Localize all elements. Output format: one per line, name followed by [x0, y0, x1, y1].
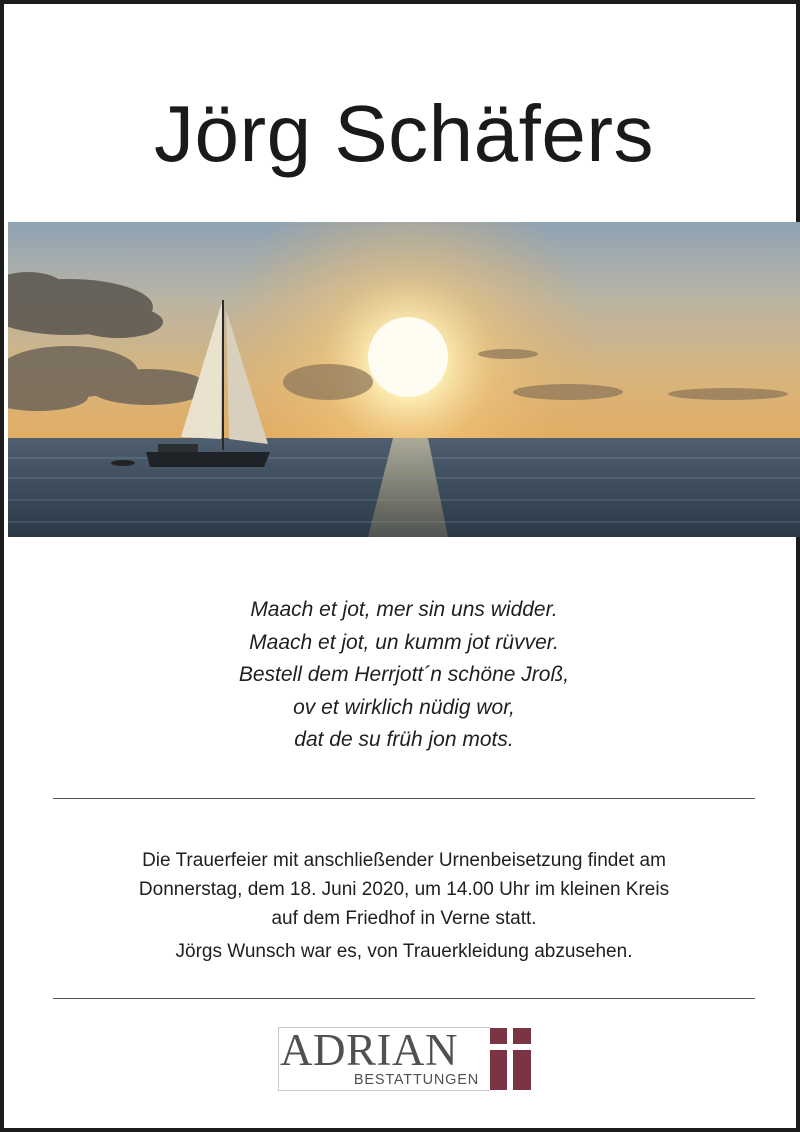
notice-line: Die Trauerfeier mit anschließender Urnenbeisetzung findet am [142, 850, 666, 871]
poem [4, 594, 800, 757]
divider [53, 798, 755, 799]
notice-line: auf dem Friedhof in Verne statt. [271, 908, 537, 929]
poem-line: Bestell dem Herrjott´n schöne Jroß, [238, 663, 570, 686]
deceased-name: Jörg Schäfers [153, 89, 655, 178]
logo-name: ADRIAN [280, 1025, 458, 1075]
logo-subtitle: BESTATTUNGEN [353, 1072, 479, 1088]
clothing-wish: Jörgs Wunsch war es, von Trauerkleidung abzusehen. [175, 941, 633, 962]
notice-line: Donnerstag, dem 18. Juni 2020, um 14.00 Uhr im kleinen Kreis [138, 879, 670, 900]
poem-line: Maach et jot, mer sin uns widder. [250, 598, 558, 621]
cross-icon [490, 1028, 531, 1090]
funeral-home-logo [278, 1027, 531, 1093]
funeral-notice [4, 846, 800, 966]
divider [53, 998, 755, 999]
poem-line: dat de su früh jon mots. [294, 728, 514, 751]
poem-line: ov et wirklich nüdig wor, [293, 695, 515, 719]
poem-line: Maach et jot, un kumm jot rüvver. [249, 630, 559, 654]
sailboat-sunset-photo [8, 222, 800, 537]
